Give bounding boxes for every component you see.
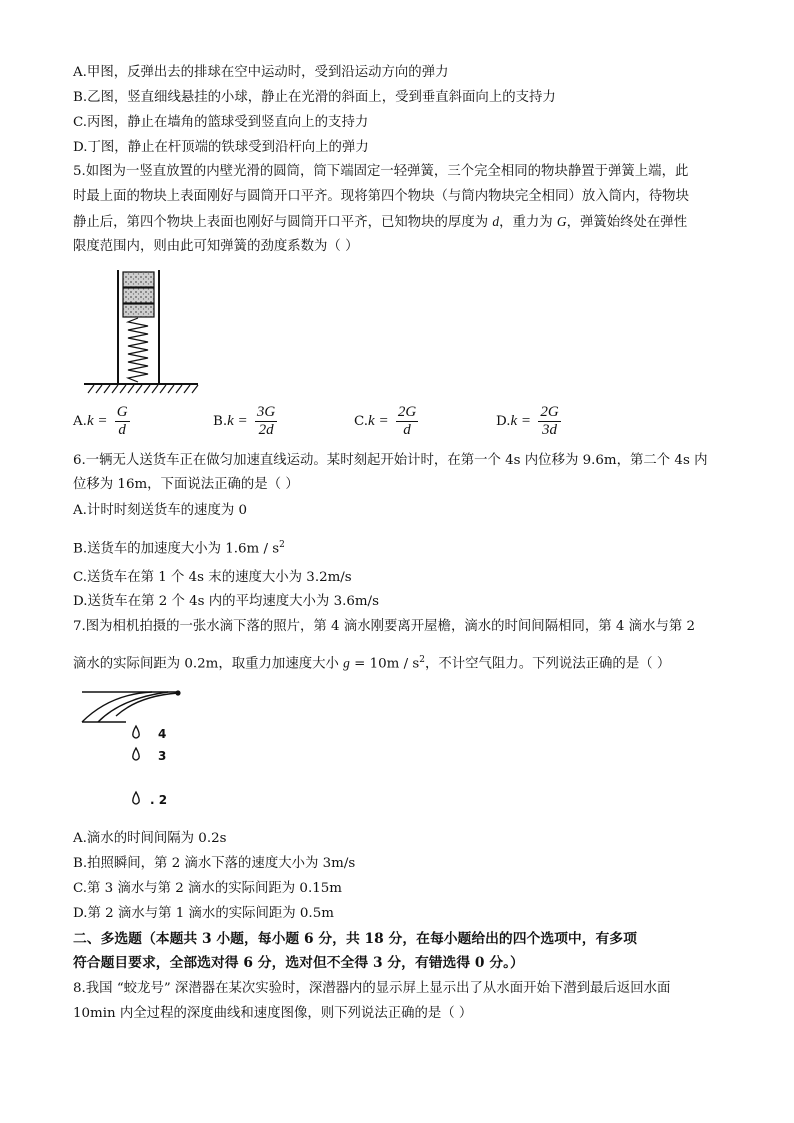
- block-top: [123, 272, 154, 287]
- q6-stem-line1: 6.一辆无人送货车正在做匀加速直线运动。某时刻起开始计时，在第一个 4s 内位移为 9.6m，第二个 4s 内: [73, 453, 708, 468]
- q6-stem-line2: 位移为 16m，下面说法正确的是（ ）: [73, 477, 299, 492]
- block-middle: [123, 288, 154, 303]
- q4-option-b: B.乙图，竖直细线悬挂的小球，静止在光滑的斜面上，受到垂直斜面向上的支持力: [73, 90, 556, 105]
- drop-label-3: 3: [158, 749, 167, 763]
- water-drops-figure: [80, 684, 200, 814]
- q5-option-c: C.k = $\frac{2G}{d}$: [354, 404, 417, 438]
- q6-option-b: B.送货车的加速度大小为 $1.6m / s^2$: [73, 540, 285, 557]
- q5-stem-line3: 静止后，第四个物块上表面也刚好与圆筒开口平齐，已知物块的厚度为 d，重力为 G，弹簧始终处在弹性: [73, 214, 688, 230]
- q8-stem-line2: 10min 内全过程的深度曲线和速度图像，则下列说法正确的是（ ）: [73, 1006, 473, 1021]
- drop-4: [133, 726, 139, 738]
- q4-option-a: A.甲图，反弹出去的排球在空中运动时，受到沿运动方向的弹力: [73, 65, 449, 80]
- q5-option-a: A.k = $\frac{G}{d}$: [73, 404, 128, 438]
- section2-heading-line1: 二、多选题（本题共 3 小题，每小题 6 分，共 18 分，在每小题给出的四个选项中，有多项: [73, 931, 637, 947]
- q6-option-d: D.送货车在第 2 个 4s 内的平均速度大小为 3.6m/s: [73, 594, 379, 609]
- section2-heading-line2: 符合题目要求，全部选对得 6 分，选对但不全得 3 分，有错选得 0 分。）: [73, 955, 524, 971]
- drop-label-2: . 2: [150, 793, 168, 807]
- q7-stem-line2: 滴水的实际间距为 0.2m，取重力加速度大小 $g = 10m / s^2$，不计空气阻力。下列说法正确的是（ ）: [73, 655, 671, 672]
- q8-stem-line1: 8.我国 “蛟龙号” 深潜器在某次实验时，深潜器内的显示屏上显示出了从水面开始下潜到最后返回水面: [73, 981, 671, 996]
- q4-option-c: C.丙图，静止在墙角的篮球受到竖直向上的支持力: [73, 115, 369, 130]
- q7-option-b: B.拍照瞬间，第 2 滴水下落的速度大小为 3m/s: [73, 856, 356, 871]
- q5-stem-line4: 限度范围内，则由此可知弹簧的劲度系数为（ ）: [73, 239, 359, 254]
- spring: [128, 318, 148, 382]
- q7-option-a: A.滴水的时间间隔为 0.2s: [73, 831, 227, 846]
- drop-3: [133, 748, 139, 760]
- q7-option-c: C.第 3 滴水与第 2 滴水的实际间距为 0.15m: [73, 881, 342, 896]
- q6-option-a: A.计时时刻送货车的速度为 0: [73, 503, 247, 518]
- spring-cylinder-figure: [80, 266, 204, 396]
- drop-1-on-eave: [175, 690, 180, 695]
- drop-label-4: 4: [158, 727, 167, 741]
- q5-option-b: B.k = $\frac{3G}{2d}$: [213, 404, 276, 438]
- q4-option-d: D.丁图，静止在杆顶端的铁球受到沿杆向上的弹力: [73, 140, 369, 155]
- ground-hatch: [88, 385, 198, 393]
- q5-stem-line2: 时最上面的物块上表面刚好与圆筒开口平齐。现将第四个物块（与筒内物块完全相同）放入筒内，待物块: [73, 189, 689, 204]
- q5-stem-line1: 5.如图为一竖直放置的内壁光滑的圆筒，筒下端固定一轻弹簧，三个完全相同的物块静置于弹簧上端，此: [73, 164, 689, 179]
- q7-option-d: D.第 2 滴水与第 1 滴水的实际间距为 0.5m: [73, 906, 334, 921]
- q7-stem-line1: 7.图为相机拍摄的一张水滴下落的照片，第 4 滴水刚要离开屋檐，滴水的时间间隔相同，第 4 滴水与第 2: [73, 619, 696, 634]
- block-bottom: [123, 304, 154, 317]
- q5-option-d: D.k = $\frac{2G}{3d}$: [496, 404, 559, 438]
- q6-option-c: C.送货车在第 1 个 4s 末的速度大小为 3.2m/s: [73, 570, 352, 585]
- drop-2: [133, 792, 139, 804]
